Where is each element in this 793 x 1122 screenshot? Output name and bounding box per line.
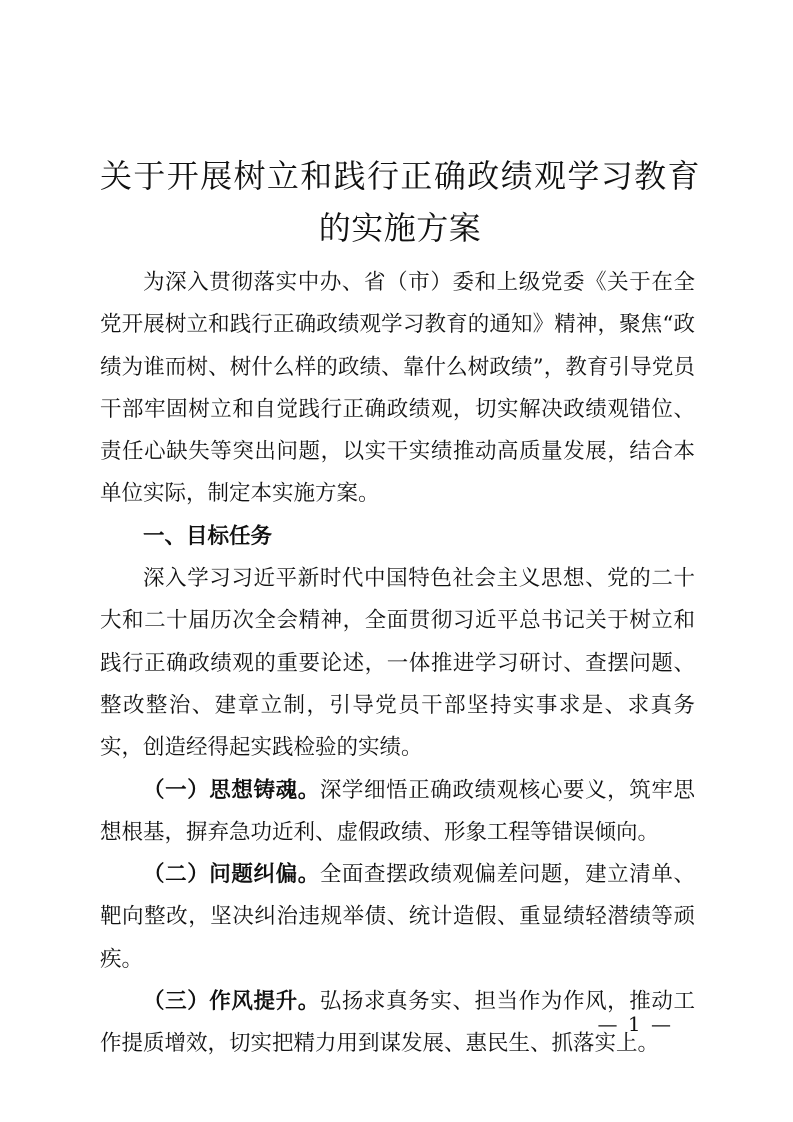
item-text: 弘扬求真务实、担当作为作风，推动工作提质增效，切实把精力用到谋发展、惠民生、抓落实上。 — [100, 989, 695, 1057]
item-paragraph — [100, 854, 695, 981]
item-label: （一）思想铸魂。 — [143, 777, 320, 803]
item-paragraph — [100, 770, 695, 855]
item-label: （二）问题纠偏。 — [143, 862, 320, 888]
document-title: 关于开展树立和践行正确政绩观学习教育的实施方案 — [100, 157, 700, 247]
section-body-goals: 深入学习习近平新时代中国特色社会主义思想、党的二十大和二十届历次全会精神，全面贯彻习近平总书记关于树立和践行正确政绩观的重要论述，一体推进学习研讨、查摆问题、整改整治、建章立制，引导党员干部坚持实事求是、求真务实，创造经得起实践检验的实绩。 — [100, 566, 695, 761]
item-text: 深学细悟正确政绩观核心要义，筑牢思想根基，摒弃急功近利、虚假政绩、形象工程等错误倾向。 — [100, 777, 695, 845]
page-number: — 1 — — [597, 1012, 673, 1036]
item-label: （三）作风提升。 — [143, 989, 320, 1015]
item-text: 全面查摆政绩观偏差问题，建立清单、靶向整改，坚决纠治违规举债、统计造假、重显绩轻潜绩等顽疾。 — [100, 862, 695, 972]
section-heading-goals: 一、目标任务 — [143, 523, 273, 549]
document-body — [100, 262, 695, 1066]
intro-paragraph: 为深入贯彻落实中办、省（市）委和上级党委《关于在全党开展树立和践行正确政绩观学习教育的通知》精神，聚焦“政绩为谁而树、树什么样的政绩、靠什么树政绩”，教育引导党员干部牢固树立和自觉践行正确政绩观，切实解决政绩观错位、责任心缺失等突出问题，以实干实绩推动高质量发展，结合本单位实际，制定本实施方案。 — [100, 270, 695, 507]
